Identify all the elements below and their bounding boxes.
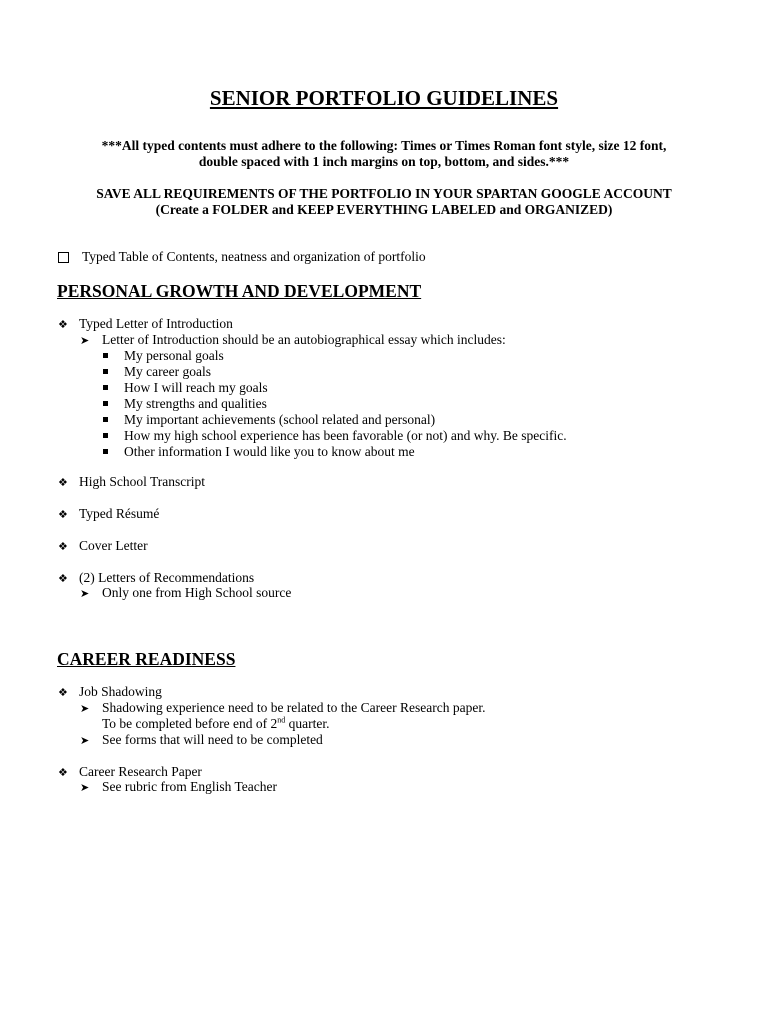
diamond-bullet-icon: ❖ xyxy=(58,686,68,699)
job-shadowing-deadline: To be completed before end of 2nd quarter. xyxy=(102,715,330,731)
list-item: My career goals xyxy=(124,364,211,379)
save-instruction-line-2: (Create a FOLDER and KEEP EVERYTHING LABELED and ORGANIZED) xyxy=(155,202,613,217)
diamond-bullet-icon: ❖ xyxy=(58,572,68,585)
arrow-bullet-icon: ➤ xyxy=(80,781,90,794)
square-bullet-icon xyxy=(103,449,108,454)
diamond-bullet-icon: ❖ xyxy=(58,476,68,489)
resume-item: Typed Résumé xyxy=(79,506,160,521)
save-instruction-line-1: SAVE ALL REQUIREMENTS OF THE PORTFOLIO IN YOUR SPARTAN GOOGLE ACCOUNT xyxy=(96,186,672,201)
section-heading-career-readiness: CAREER READINESS xyxy=(57,649,236,669)
arrow-bullet-icon: ➤ xyxy=(80,334,90,347)
checkbox-icon xyxy=(58,252,69,263)
cover-letter-item: Cover Letter xyxy=(79,538,148,553)
arrow-bullet-icon: ➤ xyxy=(80,734,90,747)
letter-of-introduction-item: Typed Letter of Introduction xyxy=(79,316,233,331)
job-shadowing-item: Job Shadowing xyxy=(79,684,162,699)
letter-of-introduction-subitem: Letter of Introduction should be an autobiographical essay which includes: xyxy=(102,332,506,347)
recommendations-item: (2) Letters of Recommendations xyxy=(79,570,255,585)
square-bullet-icon xyxy=(103,385,108,390)
list-item: Other information I would like you to know about me xyxy=(124,444,415,459)
diamond-bullet-icon: ❖ xyxy=(58,508,68,521)
diamond-bullet-icon: ❖ xyxy=(58,318,68,331)
diamond-bullet-icon: ❖ xyxy=(58,766,68,779)
page-title: SENIOR PORTFOLIO GUIDELINES xyxy=(209,86,559,110)
format-notice-line-2: double spaced with 1 inch margins on top, bottom, and sides.*** xyxy=(198,154,570,169)
list-item: My strengths and qualities xyxy=(124,396,267,411)
table-of-contents-item: Typed Table of Contents, neatness and organization of portfolio xyxy=(82,249,426,264)
square-bullet-icon xyxy=(103,417,108,422)
arrow-bullet-icon: ➤ xyxy=(80,587,90,600)
job-shadowing-subitem: Shadowing experience need to be related to the Career Research paper. xyxy=(102,700,486,715)
square-bullet-icon xyxy=(103,353,108,358)
arrow-bullet-icon: ➤ xyxy=(80,702,90,715)
career-research-paper-subitem: See rubric from English Teacher xyxy=(102,779,277,794)
recommendations-subitem: Only one from High School source xyxy=(102,585,292,600)
transcript-item: High School Transcript xyxy=(79,474,206,489)
square-bullet-icon xyxy=(103,433,108,438)
diamond-bullet-icon: ❖ xyxy=(58,540,68,553)
career-research-paper-item: Career Research Paper xyxy=(79,764,202,779)
list-item: My important achievements (school related and personal) xyxy=(124,412,436,427)
section-heading-personal-growth: PERSONAL GROWTH AND DEVELOPMENT xyxy=(57,281,422,301)
list-item: How I will reach my goals xyxy=(124,380,268,395)
square-bullet-icon xyxy=(103,401,108,406)
list-item: My personal goals xyxy=(124,348,224,363)
square-bullet-icon xyxy=(103,369,108,374)
job-shadowing-forms-subitem: See forms that will need to be completed xyxy=(102,732,323,747)
format-notice-line-1: ***All typed contents must adhere to the following: Times or Times Roman font style, size 12 font, xyxy=(101,138,667,153)
list-item: How my high school experience has been favorable (or not) and why. Be specific. xyxy=(124,428,567,443)
